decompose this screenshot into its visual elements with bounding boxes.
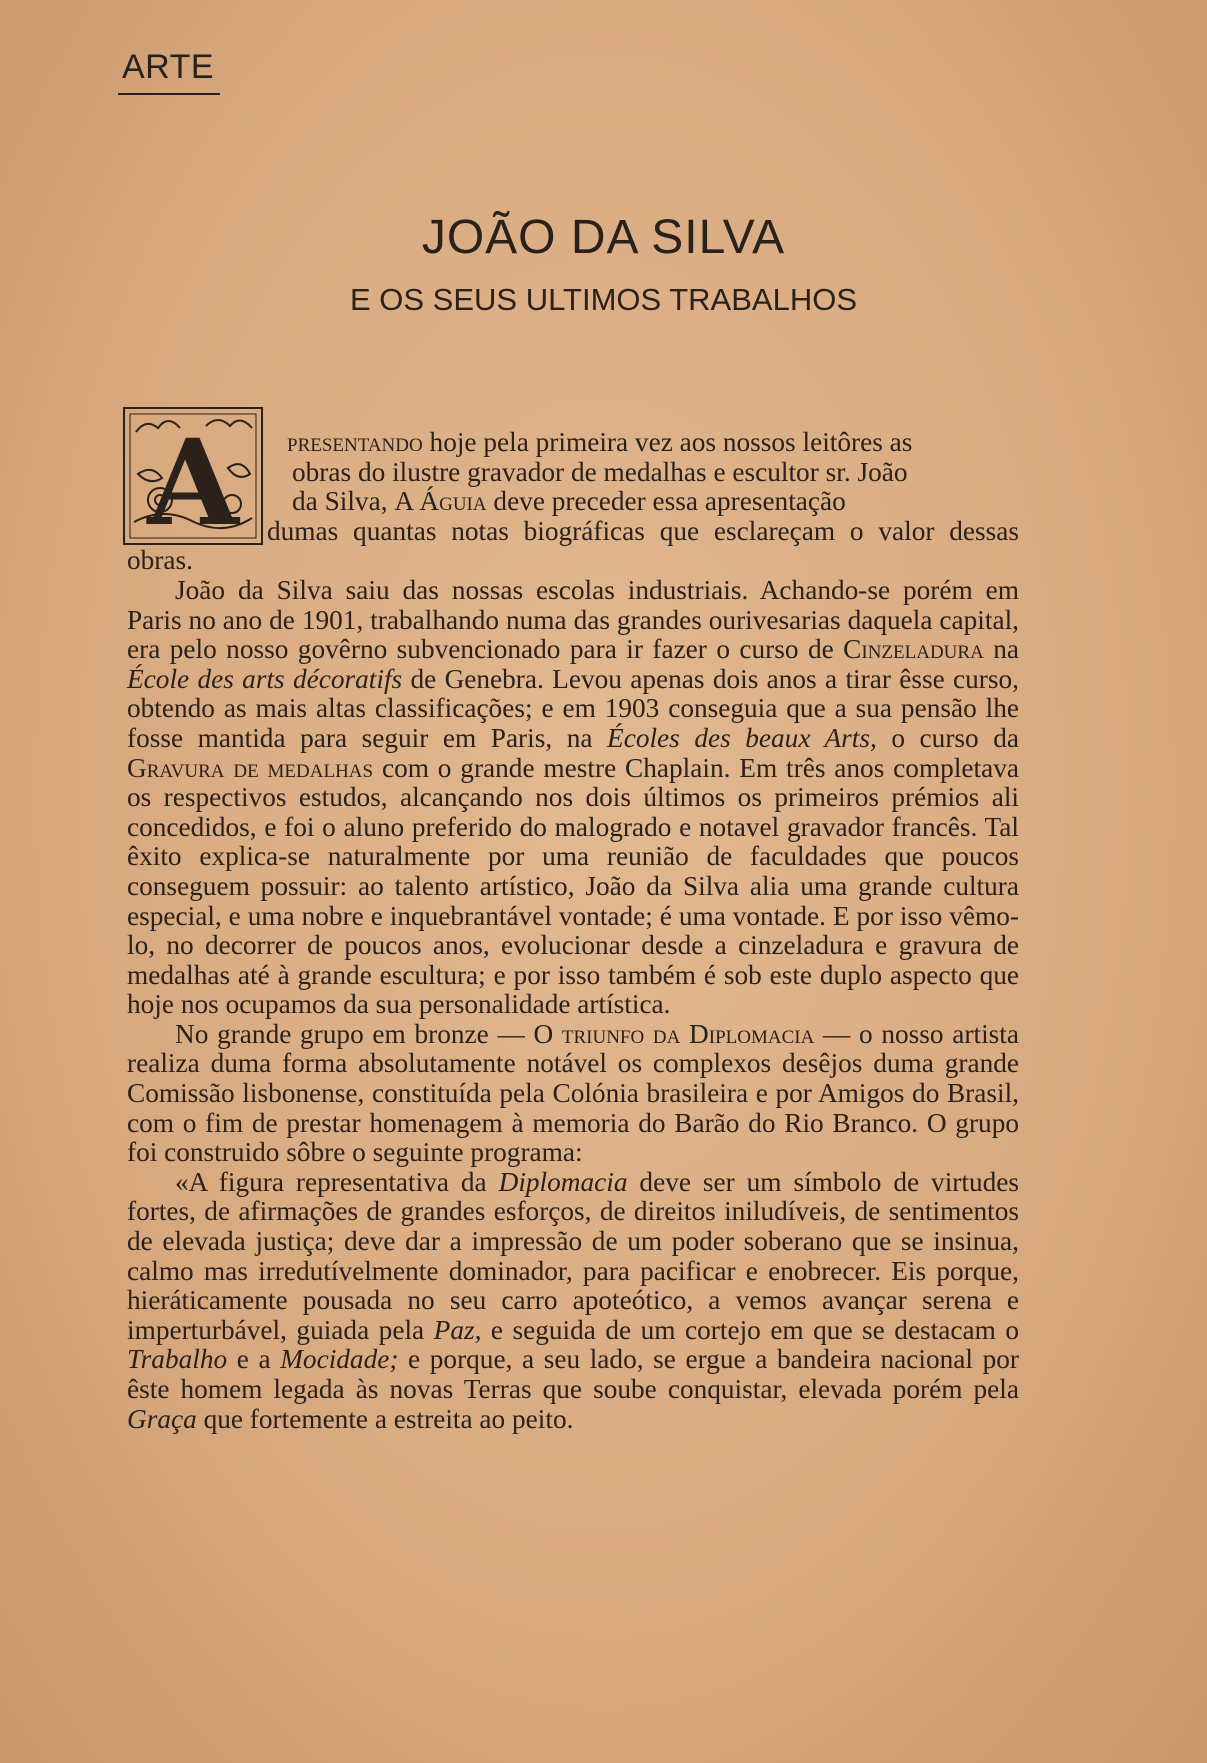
paragraph-4: «A figura representativa da Diplomacia deve ser um símbolo de virtudes fortes, de afirmações de grandes esforços, de direitos iniludíveis, de sentimentos de elevada justiça; deve dar a impressão de um poder soberano que se insinua, calmo mas irredutívelmente dominador, para pacificar e enobrecer. Eis porque, hieráticamente pousada no seu carro apoteótico, a vemos avançar serena e imperturbável, guiada pela Paz, e seguida de um cortejo em que se destacam o Trabalho e a Mocidade; e porque, a seu lado, se ergue a bandeira nacional por êste homem legada às novas Terras que soube conquistar, elevada porém pela Graça que fortemente a estreita ao peito. — [127, 1166, 1020, 1434]
paragraph-1: presentando hoje pela primeira vez aos nossos leitôres as obras do ilustre gravador de medalhas e escultor sr. João da Silva, A Águia deve preceder essa apresentação dumas quantas notas biográficas que esclareçam o valor dessas obras. — [127, 427, 1019, 576]
article-subtitle: E OS SEUS ULTIMOS TRABALHOS — [349, 282, 858, 317]
section-label: ARTE — [118, 48, 220, 95]
article-title: JOÃO DA SILVA — [421, 211, 786, 264]
article-body — [127, 428, 1019, 1434]
paragraph-2: João da Silva saiu das nossas escolas industriais. Achando-se porém em Paris no ano de 1901, trabalhando numa das grandes ourivesarias daquela capital, era pelo nosso govêrno subvencionado para ir fazer o curso de Cinzeladura na École des arts décoratifs de Genebra. Levou apenas dois anos a tirar êsse curso, obtendo as mais altas classificações; e em 1903 conseguia que a sua pensão lhe fosse mantida para seguir em Paris, na Écoles des beaux Arts, o curso da Gravura de medalhas com o grande mestre Chaplain. Em três anos completava os respectivos estudos, alcançando nos dois últimos os primeiros prémios ali concedidos, e foi o aluno preferido do malogrado e notavel gravador francês. Tal êxito explica-se naturalmente por uma reunião de faculdades que poucos conseguem possuir: ao talento artístico, João da Silva alia uma grande cultura especial, e uma nobre e inquebrantável vontade; é uma vontade. E por isso vêmo-lo, no decorrer de poucos anos, evolucionar desde a cinzeladura e gravura de medalhas até à grande escultura; e por isso também é sob este duplo aspecto que hoje nos ocupamos da sua personalidade artística. — [127, 574, 1019, 1020]
dropcap-letter: A — [147, 413, 239, 548]
paragraph-3: No grande grupo em bronze — O triunfo da Diplomacia — o nosso artista realiza duma forma absolutamente notável os complexos desêjos duma grande Comissão lisbonense, constituída pela Colónia brasileira e por Amigos do Brasil, com o fim de prestar homenagem à memoria do Barão do Rio Branco. O grupo foi construido sôbre o seguinte programa: — [127, 1018, 1019, 1168]
